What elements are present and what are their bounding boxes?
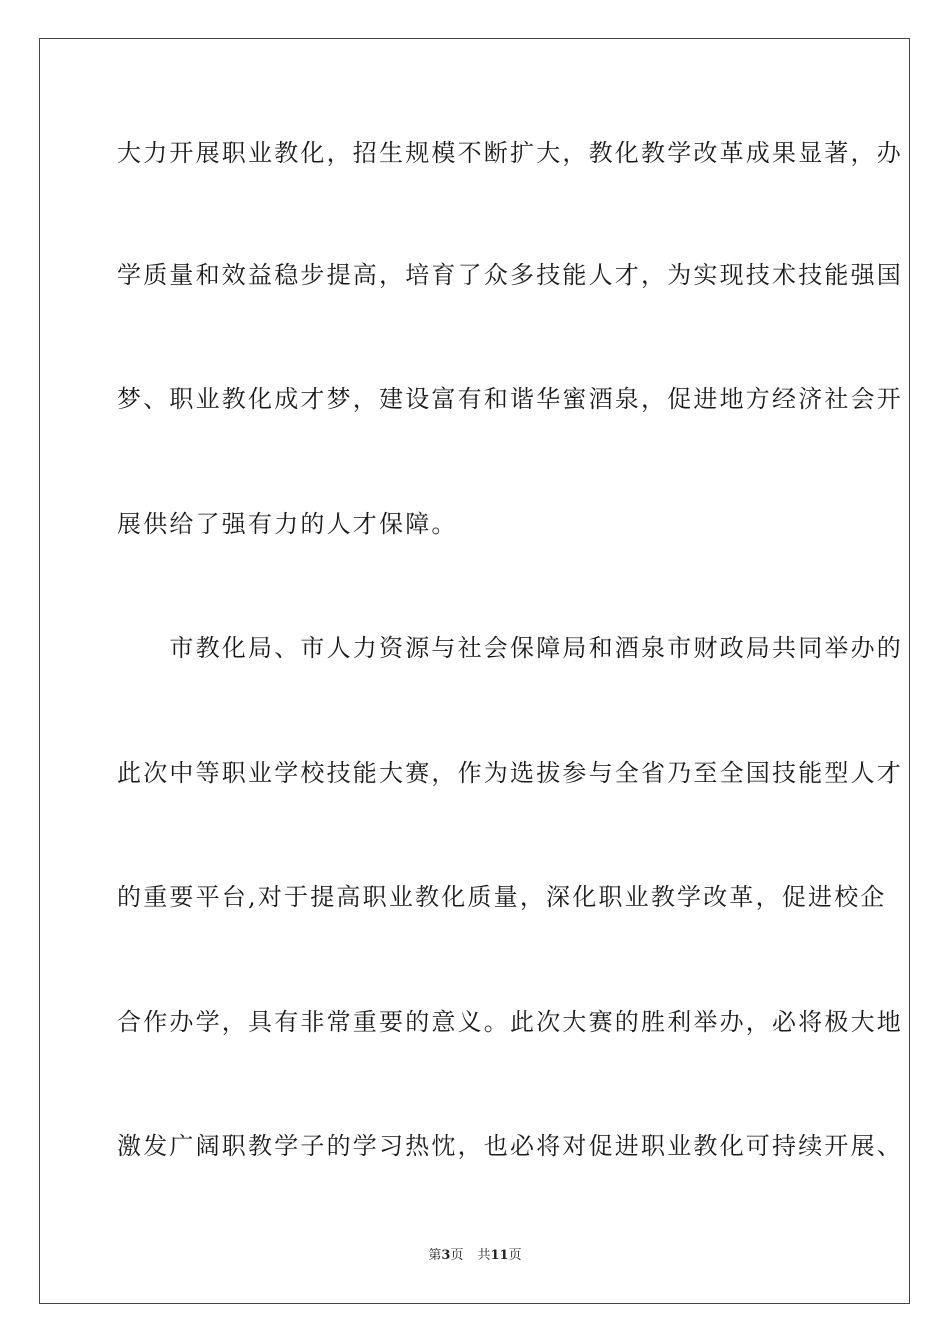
body-line-9: 激发广阔职教学子的学习热忱，也必将对促进职业教化可持续开展、 — [117, 1132, 903, 1160]
page-number: 3 — [441, 1248, 451, 1263]
total-suffix: 页 — [508, 1248, 522, 1263]
page-prefix: 第 — [428, 1248, 442, 1263]
total-prefix: 共 — [477, 1248, 491, 1263]
page-footer — [0, 1247, 950, 1265]
body-line-2: 学质量和效益稳步提高，培育了众多技能人才，为实现技术技能强国 — [117, 261, 903, 289]
body-line-7: 的重要平台,对于提高职业教化质量，深化职业教学改革，促进校企 — [117, 883, 887, 911]
body-line-6: 此次中等职业学校技能大赛，作为选拔参与全省乃至全国技能型人才 — [117, 759, 903, 787]
body-line-4: 展供给了强有力的人才保障。 — [117, 510, 458, 538]
page-frame — [39, 38, 910, 1304]
body-line-5: 市教化局、市人力资源与社会保障局和酒泉市财政局共同举办的 — [117, 634, 903, 662]
body-line-1: 大力开展职业教化，招生规模不断扩大，教化教学改革成果显著，办 — [117, 139, 903, 167]
page-suffix: 页 — [450, 1248, 464, 1263]
body-line-3: 梦、职业教化成才梦，建设富有和谐华蜜酒泉，促进地方经济社会开 — [117, 385, 903, 413]
total-pages: 11 — [490, 1248, 509, 1263]
body-line-8: 合作办学，具有非常重要的意义。此次大赛的胜利举办，必将极大地 — [117, 1008, 903, 1036]
